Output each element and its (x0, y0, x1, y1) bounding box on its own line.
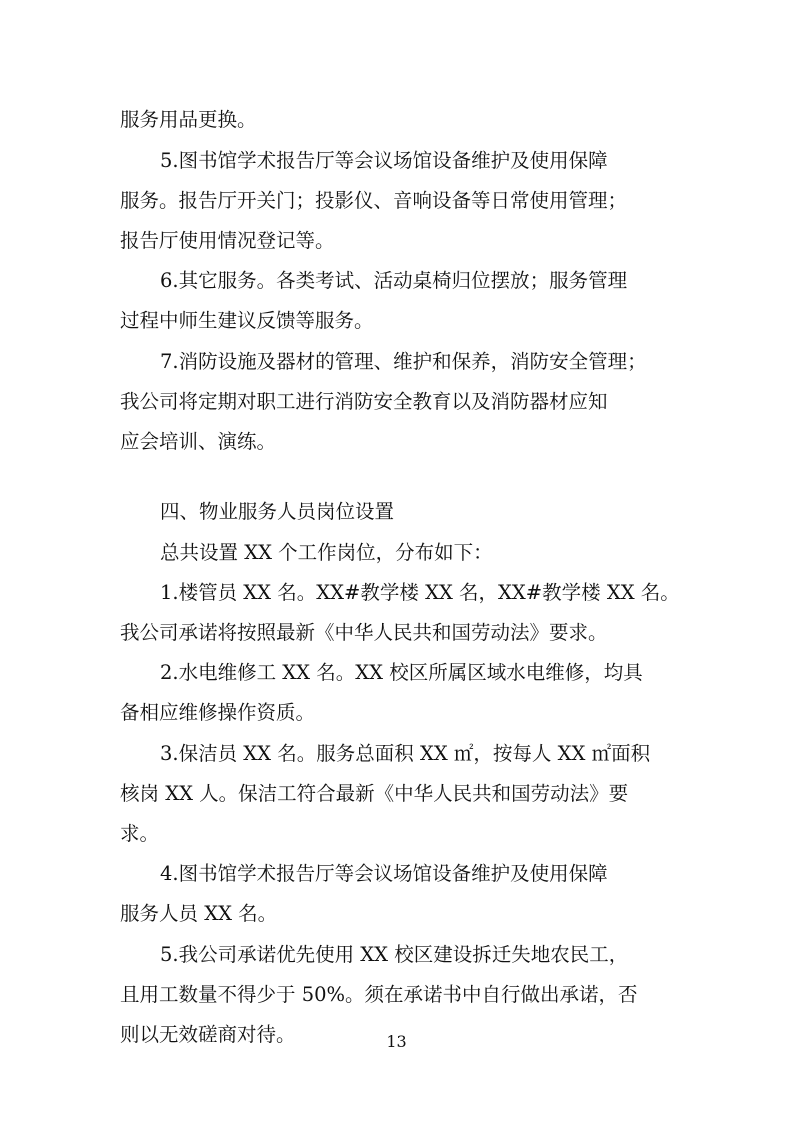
text-line: 服务用品更换。 (120, 108, 257, 131)
text-line: 6.其它服务。各类考试、活动桌椅归位摆放；服务管理 (160, 269, 628, 292)
text-line: 且用工数量不得少于 50%。须在承诺书中自行做出承诺，否 (120, 983, 638, 1006)
text-line: 核岗 XX 人。保洁工符合最新《中华人民共和国劳动法》要 (120, 782, 629, 805)
text-line: 7.消防设施及器材的管理、维护和保养，消防安全管理； (160, 350, 647, 373)
text-line: 报告厅使用情况登记等。 (120, 229, 335, 252)
text-line: 求。 (120, 822, 160, 845)
text-line: 过程中师生建议反馈等服务。 (120, 309, 374, 332)
text-line: 3.保洁员 XX 名。服务总面积 XX ㎡，按每人 XX ㎡面积 (160, 742, 651, 765)
text-line: 则以无效磋商对待。 (120, 1023, 296, 1046)
text-line: 4.图书馆学术报告厅等会议场馆设备维护及使用保障 (160, 862, 608, 885)
section-heading: 四、物业服务人员岗位设置 (160, 500, 395, 523)
text-line: 应会培训、演练。 (120, 430, 277, 453)
text-line: 我公司将定期对职工进行消防安全教育以及消防器材应知 (120, 390, 608, 413)
page-number: 13 (386, 1032, 407, 1051)
text-line: 5.我公司承诺优先使用 XX 校区建设拆迁失地农民工， (160, 943, 629, 966)
text-line: 备相应维修操作资质。 (120, 701, 316, 724)
text-line: 5.图书馆学术报告厅等会议场馆设备维护及使用保障 (160, 149, 608, 172)
text-line: 2.水电维修工 XX 名。XX 校区所属区域水电维修，均具 (160, 661, 643, 684)
text-line: 我公司承诺将按照最新《中华人民共和国劳动法》要求。 (120, 621, 608, 644)
text-line: 总共设置 XX 个工作岗位，分布如下： (160, 541, 493, 564)
text-line: 1.楼管员 XX 名。XX#教学楼 XX 名，XX#教学楼 XX 名。 (160, 581, 680, 604)
text-line: 服务。报告厅开关门；投影仪、音响设备等日常使用管理； (120, 189, 628, 212)
text-line: 服务人员 XX 名。 (120, 902, 278, 925)
